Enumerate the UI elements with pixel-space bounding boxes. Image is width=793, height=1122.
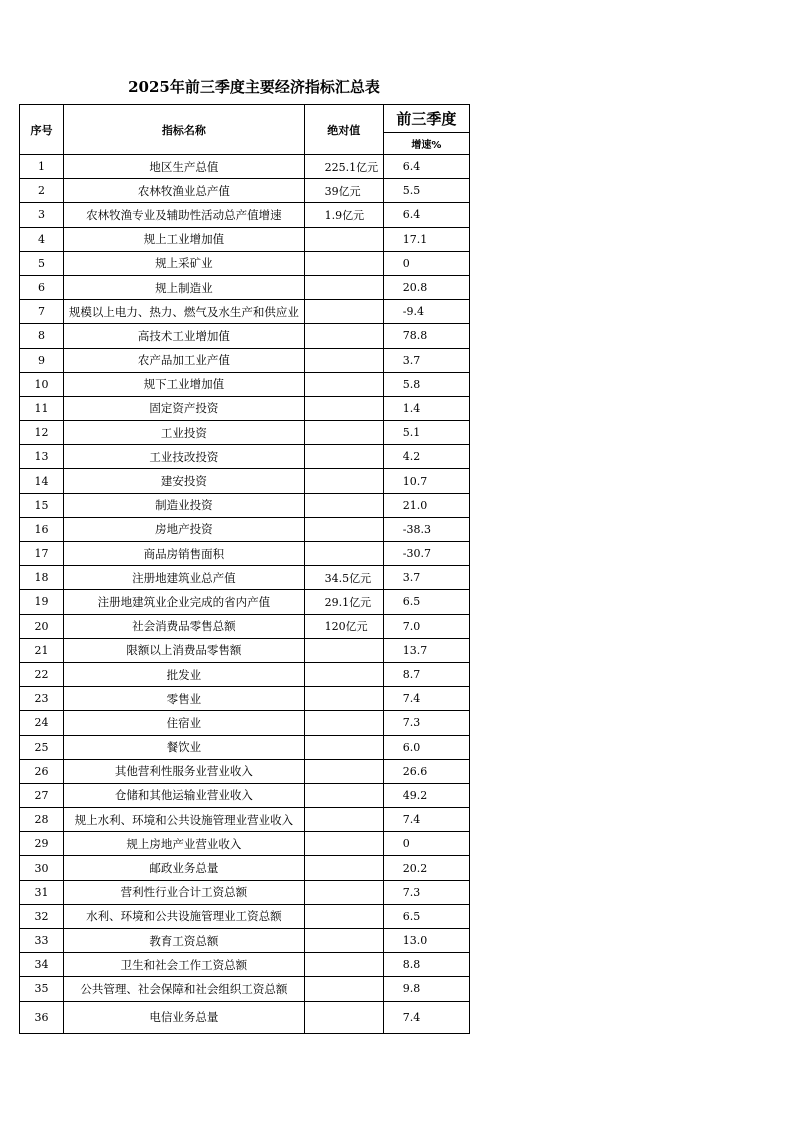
- row-absolute-value: [304, 421, 383, 445]
- row-number: 4: [20, 227, 64, 251]
- row-number: 15: [20, 493, 64, 517]
- row-absolute-value: [304, 759, 383, 783]
- table-row: [20, 783, 470, 807]
- table-row: [20, 469, 470, 493]
- row-indicator-name: 仓储和其他运输业营业收入: [64, 783, 305, 807]
- table-row: [20, 372, 470, 396]
- indicator-table: [19, 104, 470, 1034]
- row-growth-value: 49.2: [383, 783, 469, 807]
- row-indicator-name: 电信业务总量: [64, 1001, 305, 1033]
- row-absolute-value: [304, 324, 383, 348]
- table-row: [20, 953, 470, 977]
- row-number: 18: [20, 566, 64, 590]
- row-growth-value: 4.2: [383, 445, 469, 469]
- row-absolute-value: [304, 977, 383, 1001]
- row-indicator-name: 规下工业增加值: [64, 372, 305, 396]
- row-absolute-value: [304, 493, 383, 517]
- table-row: [20, 445, 470, 469]
- row-absolute-value: [304, 445, 383, 469]
- row-absolute-value: [304, 227, 383, 251]
- row-growth-value: 7.4: [383, 808, 469, 832]
- row-number: 25: [20, 735, 64, 759]
- row-growth-value: 20.2: [383, 856, 469, 880]
- row-absolute-value: [304, 348, 383, 372]
- table-row: [20, 396, 470, 420]
- row-indicator-name: 水利、环境和公共设施管理业工资总额: [64, 904, 305, 928]
- row-indicator-name: 农产品加工业产值: [64, 348, 305, 372]
- row-absolute-value: [304, 275, 383, 299]
- table-row: [20, 977, 470, 1001]
- row-growth-value: 7.3: [383, 880, 469, 904]
- row-number: 22: [20, 662, 64, 686]
- row-number: 2: [20, 179, 64, 203]
- row-number: 34: [20, 953, 64, 977]
- row-absolute-value: [304, 251, 383, 275]
- row-absolute-value: [304, 880, 383, 904]
- table-row: [20, 348, 470, 372]
- row-growth-value: 26.6: [383, 759, 469, 783]
- table-row: [20, 324, 470, 348]
- row-growth-value: 1.4: [383, 396, 469, 420]
- row-number: 28: [20, 808, 64, 832]
- table-row: [20, 662, 470, 686]
- row-growth-value: 13.0: [383, 929, 469, 953]
- row-indicator-name: 其他营利性服务业营业收入: [64, 759, 305, 783]
- header-growth: 增速%: [383, 133, 469, 155]
- row-growth-value: 6.4: [383, 203, 469, 227]
- row-indicator-name: 高技术工业增加值: [64, 324, 305, 348]
- table-row: [20, 929, 470, 953]
- row-number: 35: [20, 977, 64, 1001]
- row-indicator-name: 制造业投资: [64, 493, 305, 517]
- row-absolute-value: [304, 542, 383, 566]
- row-absolute-value: [304, 856, 383, 880]
- table-row: [20, 179, 470, 203]
- row-indicator-name: 公共管理、社会保障和社会组织工资总额: [64, 977, 305, 1001]
- row-absolute-value: [304, 469, 383, 493]
- row-indicator-name: 注册地建筑业总产值: [64, 566, 305, 590]
- row-absolute-value: [304, 953, 383, 977]
- row-absolute-value: [304, 735, 383, 759]
- row-number: 31: [20, 880, 64, 904]
- row-absolute-value: [304, 687, 383, 711]
- row-indicator-name: 餐饮业: [64, 735, 305, 759]
- row-absolute-value: 1.9亿元: [304, 203, 383, 227]
- row-growth-value: 6.5: [383, 590, 469, 614]
- row-number: 32: [20, 904, 64, 928]
- table-row: [20, 251, 470, 275]
- row-absolute-value: [304, 396, 383, 420]
- row-number: 33: [20, 929, 64, 953]
- table-row: [20, 711, 470, 735]
- row-number: 8: [20, 324, 64, 348]
- table-row: [20, 421, 470, 445]
- row-absolute-value: [304, 783, 383, 807]
- row-number: 21: [20, 638, 64, 662]
- row-absolute-value: [304, 1001, 383, 1033]
- row-indicator-name: 地区生产总值: [64, 155, 305, 179]
- row-growth-value: -30.7: [383, 542, 469, 566]
- row-number: 19: [20, 590, 64, 614]
- row-indicator-name: 规上水利、环境和公共设施管理业营业收入: [64, 808, 305, 832]
- row-indicator-name: 社会消费品零售总额: [64, 614, 305, 638]
- table-row: [20, 880, 470, 904]
- row-indicator-name: 建安投资: [64, 469, 305, 493]
- row-growth-value: 5.8: [383, 372, 469, 396]
- row-absolute-value: [304, 372, 383, 396]
- row-indicator-name: 农林牧渔专业及辅助性活动总产值增速: [64, 203, 305, 227]
- row-growth-value: 6.0: [383, 735, 469, 759]
- row-growth-value: 0: [383, 251, 469, 275]
- row-indicator-name: 规上工业增加值: [64, 227, 305, 251]
- row-number: 14: [20, 469, 64, 493]
- row-growth-value: -9.4: [383, 300, 469, 324]
- row-absolute-value: [304, 904, 383, 928]
- table-row: [20, 566, 470, 590]
- row-growth-value: 0: [383, 832, 469, 856]
- row-number: 26: [20, 759, 64, 783]
- row-growth-value: 3.7: [383, 566, 469, 590]
- row-indicator-name: 营利性行业合计工资总额: [64, 880, 305, 904]
- row-number: 24: [20, 711, 64, 735]
- row-indicator-name: 固定资产投资: [64, 396, 305, 420]
- row-indicator-name: 工业投资: [64, 421, 305, 445]
- row-number: 9: [20, 348, 64, 372]
- row-absolute-value: 225.1亿元: [304, 155, 383, 179]
- row-number: 1: [20, 155, 64, 179]
- row-growth-value: 7.3: [383, 711, 469, 735]
- table-row: [20, 493, 470, 517]
- row-indicator-name: 规上制造业: [64, 275, 305, 299]
- row-growth-value: 5.1: [383, 421, 469, 445]
- row-absolute-value: [304, 300, 383, 324]
- row-growth-value: -38.3: [383, 517, 469, 541]
- header-abs: 绝对值: [304, 105, 383, 155]
- row-absolute-value: [304, 662, 383, 686]
- row-absolute-value: 29.1亿元: [304, 590, 383, 614]
- row-number: 10: [20, 372, 64, 396]
- row-number: 30: [20, 856, 64, 880]
- row-absolute-value: [304, 929, 383, 953]
- row-growth-value: 20.8: [383, 275, 469, 299]
- row-number: 20: [20, 614, 64, 638]
- table-row: [20, 759, 470, 783]
- row-number: 27: [20, 783, 64, 807]
- row-indicator-name: 农林牧渔业总产值: [64, 179, 305, 203]
- table-row: [20, 614, 470, 638]
- table-row: [20, 904, 470, 928]
- table-body: [20, 155, 470, 1034]
- row-indicator-name: 注册地建筑业企业完成的省内产值: [64, 590, 305, 614]
- table-row: [20, 542, 470, 566]
- table-row: [20, 203, 470, 227]
- row-number: 16: [20, 517, 64, 541]
- row-growth-value: 5.5: [383, 179, 469, 203]
- row-absolute-value: 34.5亿元: [304, 566, 383, 590]
- header-period: 前三季度: [383, 105, 469, 133]
- table-row: [20, 275, 470, 299]
- row-absolute-value: 39亿元: [304, 179, 383, 203]
- row-absolute-value: [304, 638, 383, 662]
- row-indicator-name: 规模以上电力、热力、燃气及水生产和供应业: [64, 300, 305, 324]
- row-number: 12: [20, 421, 64, 445]
- row-number: 23: [20, 687, 64, 711]
- table-row: [20, 227, 470, 251]
- header-seq: 序号: [20, 105, 64, 155]
- row-growth-value: 8.8: [383, 953, 469, 977]
- table-row: [20, 808, 470, 832]
- row-indicator-name: 规上采矿业: [64, 251, 305, 275]
- table-row: [20, 687, 470, 711]
- table-row: [20, 300, 470, 324]
- row-growth-value: 6.4: [383, 155, 469, 179]
- table-row: [20, 1001, 470, 1033]
- row-indicator-name: 房地产投资: [64, 517, 305, 541]
- row-number: 5: [20, 251, 64, 275]
- row-number: 29: [20, 832, 64, 856]
- page-title: 2025年前三季度主要经济指标汇总表: [128, 78, 380, 96]
- row-indicator-name: 邮政业务总量: [64, 856, 305, 880]
- table-row: [20, 735, 470, 759]
- row-growth-value: 3.7: [383, 348, 469, 372]
- row-growth-value: 7.4: [383, 1001, 469, 1033]
- row-absolute-value: 120亿元: [304, 614, 383, 638]
- table-row: [20, 517, 470, 541]
- row-growth-value: 10.7: [383, 469, 469, 493]
- table-row: [20, 590, 470, 614]
- row-absolute-value: [304, 517, 383, 541]
- row-indicator-name: 批发业: [64, 662, 305, 686]
- row-growth-value: 8.7: [383, 662, 469, 686]
- row-number: 11: [20, 396, 64, 420]
- row-growth-value: 13.7: [383, 638, 469, 662]
- row-growth-value: 7.0: [383, 614, 469, 638]
- row-indicator-name: 卫生和社会工作工资总额: [64, 953, 305, 977]
- row-indicator-name: 工业技改投资: [64, 445, 305, 469]
- row-indicator-name: 商品房销售面积: [64, 542, 305, 566]
- row-number: 3: [20, 203, 64, 227]
- row-number: 6: [20, 275, 64, 299]
- row-absolute-value: [304, 808, 383, 832]
- row-number: 13: [20, 445, 64, 469]
- row-indicator-name: 限额以上消费品零售额: [64, 638, 305, 662]
- row-growth-value: 7.4: [383, 687, 469, 711]
- row-growth-value: 9.8: [383, 977, 469, 1001]
- row-growth-value: 21.0: [383, 493, 469, 517]
- row-indicator-name: 零售业: [64, 687, 305, 711]
- row-growth-value: 17.1: [383, 227, 469, 251]
- row-indicator-name: 住宿业: [64, 711, 305, 735]
- row-growth-value: 78.8: [383, 324, 469, 348]
- row-growth-value: 6.5: [383, 904, 469, 928]
- row-absolute-value: [304, 711, 383, 735]
- table-row: [20, 155, 470, 179]
- table-row: [20, 832, 470, 856]
- header-name: 指标名称: [64, 105, 305, 155]
- table-row: [20, 638, 470, 662]
- row-number: 36: [20, 1001, 64, 1033]
- row-indicator-name: 教育工资总额: [64, 929, 305, 953]
- row-number: 7: [20, 300, 64, 324]
- row-number: 17: [20, 542, 64, 566]
- row-absolute-value: [304, 832, 383, 856]
- row-indicator-name: 规上房地产业营业收入: [64, 832, 305, 856]
- table-row: [20, 856, 470, 880]
